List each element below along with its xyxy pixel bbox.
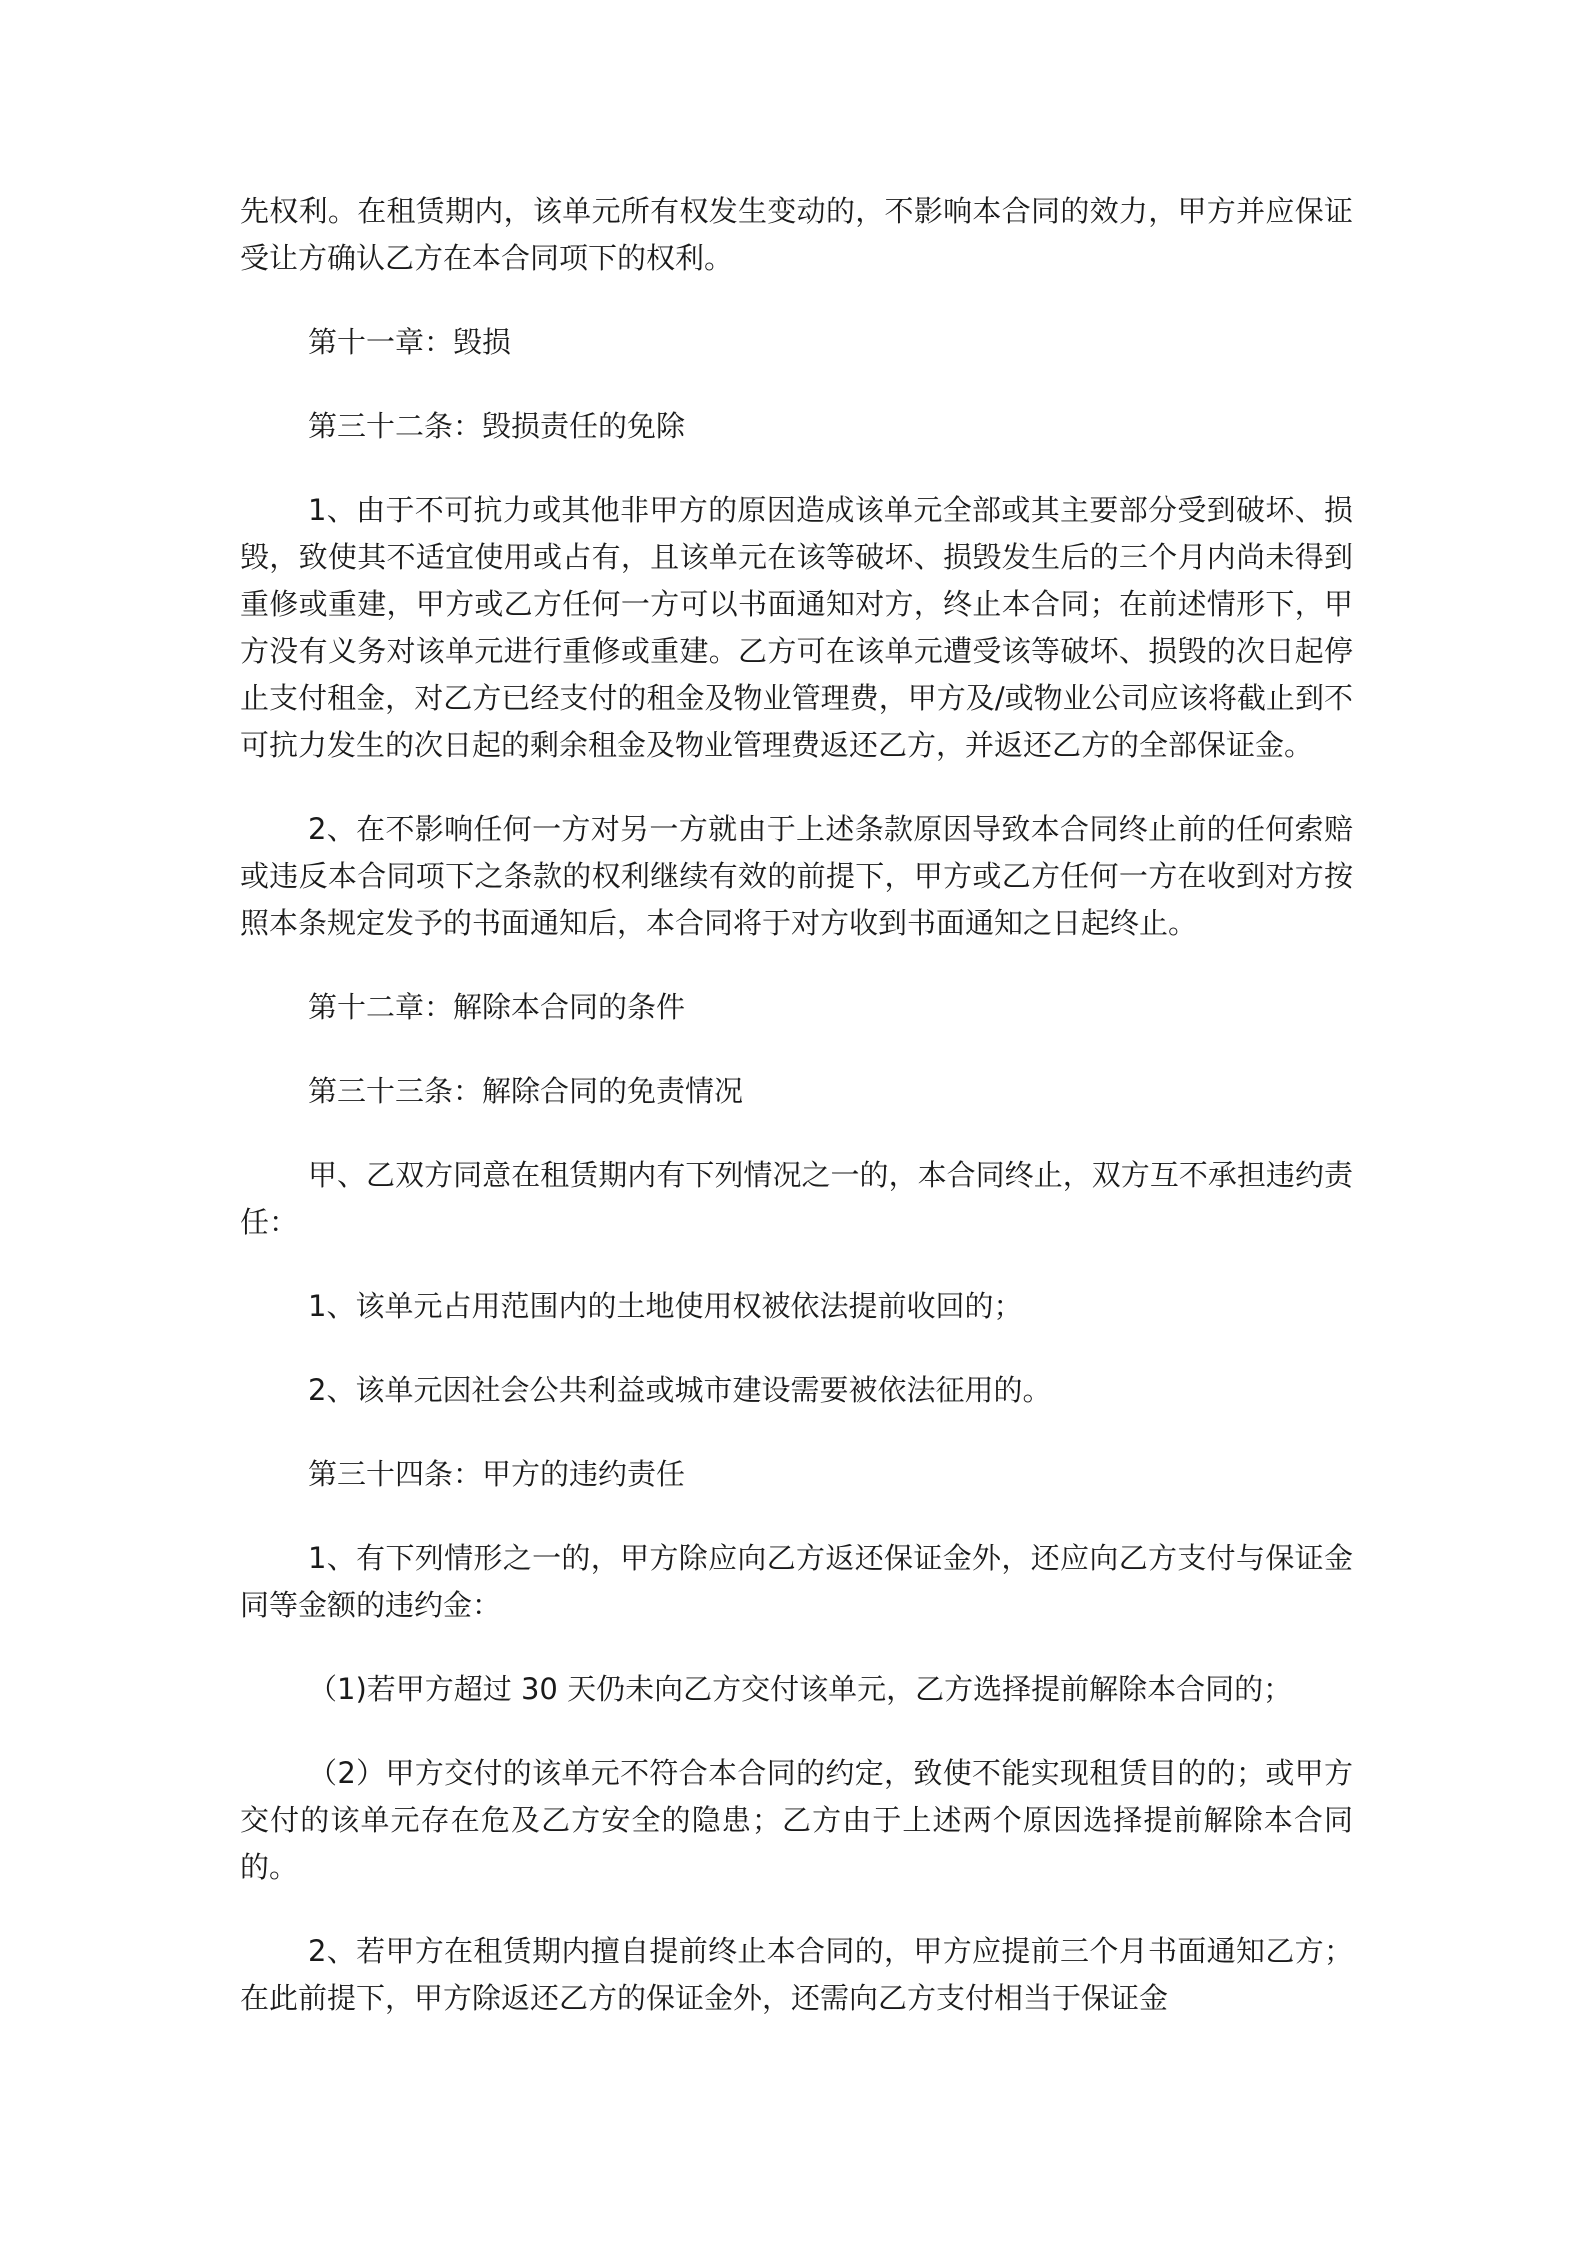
sub-list-item: （2）甲方交付的该单元不符合本合同的约定，致使不能实现租赁目的的；或甲方交付的该单元存在危及乙方安全的隐患；乙方由于上述两个原因选择提前解除本合同的。 xyxy=(240,1756,1353,1884)
paragraph: 2、若甲方在租赁期内擅自提前终止本合同的，甲方应提前三个月书面通知乙方；在此前提下，甲方除返还乙方的保证金外，还需向乙方支付相当于保证金 xyxy=(240,1934,1353,2015)
paragraph: 2、在不影响任何一方对另一方就由于上述条款原因导致本合同终止前的任何索赔或违反本合同项下之条款的权利继续有效的前提下，甲方或乙方任何一方在收到对方按照本条规定发予的书面通知后，本合同将于对方收到书面通知之日起终止。 xyxy=(240,812,1353,940)
paragraph: 1、有下列情形之一的，甲方除应向乙方返还保证金外，还应向乙方支付与保证金同等金额的违约金： xyxy=(240,1541,1353,1622)
sub-list-item: （1)若甲方超过 30 天仍未向乙方交付该单元，乙方选择提前解除本合同的； xyxy=(308,1672,1293,1706)
list-item: 1、该单元占用范围内的土地使用权被依法提前收回的； xyxy=(308,1289,1023,1323)
chapter-heading: 第十一章：毁损 xyxy=(308,325,512,359)
document-body xyxy=(240,188,1353,2022)
article-heading: 第三十二条：毁损责任的免除 xyxy=(308,409,686,443)
paragraph: 1、由于不可抗力或其他非甲方的原因造成该单元全部或其主要部分受到破坏、损毁，致使其不适宜使用或占有，且该单元在该等破坏、损毁发生后的三个月内尚未得到重修或重建，甲方或乙方任何一方可以书面通知对方，终止本合同；在前述情形下，甲方没有义务对该单元进行重修或重建。乙方可在该单元遭受该等破坏、损毁的次日起停止支付租金，对乙方已经支付的租金及物业管理费，甲方及/或物业公司应该将截止到不可抗力发生的次日起的剩余租金及物业管理费返还乙方，并返还乙方的全部保证金。 xyxy=(240,493,1353,762)
list-item: 2、该单元因社会公共利益或城市建设需要被依法征用的。 xyxy=(308,1373,1052,1407)
article-heading: 第三十三条：解除合同的免责情况 xyxy=(308,1074,744,1108)
paragraph: 甲、乙双方同意在租赁期内有下列情况之一的，本合同终止，双方互不承担违约责任： xyxy=(240,1158,1353,1239)
paragraph: 先权利。在租赁期内，该单元所有权发生变动的，不影响本合同的效力，甲方并应保证受让方确认乙方在本合同项下的权利。 xyxy=(240,194,1353,275)
article-heading: 第三十四条：甲方的违约责任 xyxy=(308,1457,686,1491)
chapter-heading: 第十二章：解除本合同的条件 xyxy=(308,990,686,1024)
